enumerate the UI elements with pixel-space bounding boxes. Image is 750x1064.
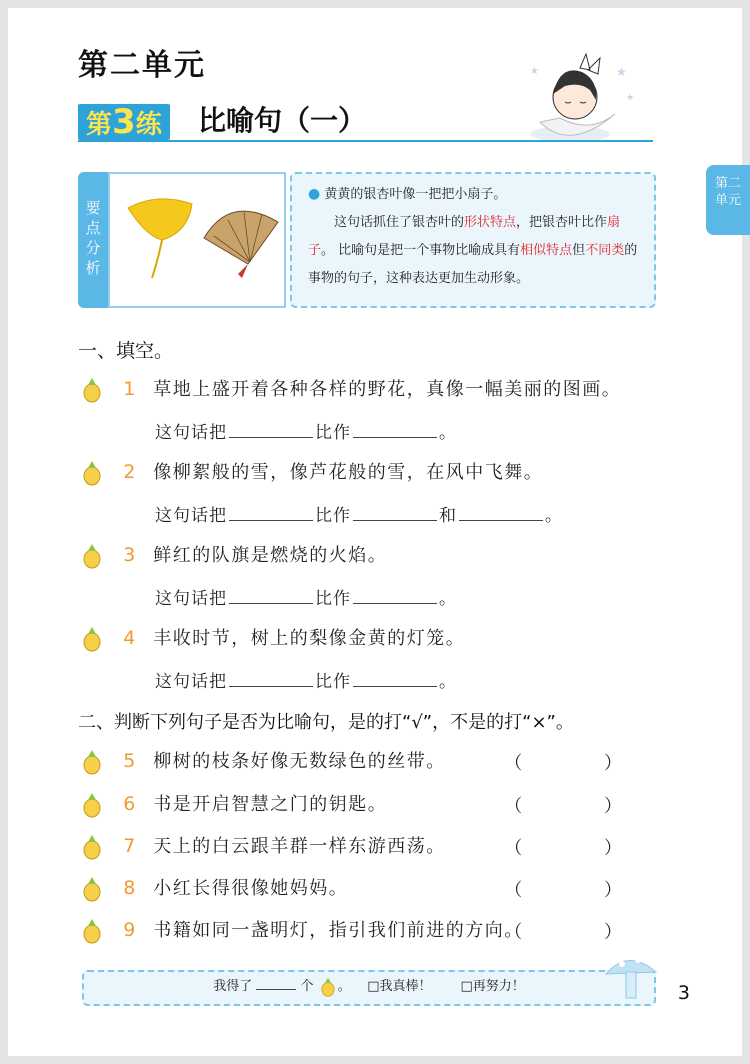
question-9: [78, 916, 524, 944]
question-text: 书是开启智慧之门的钥匙。: [153, 794, 388, 815]
answer-parentheses[interactable]: （ ）: [504, 922, 660, 943]
analysis-illustrations: [110, 174, 284, 306]
question-7: [78, 832, 446, 860]
lesson-badge: [78, 104, 170, 140]
fill-prefix: 这句话把: [155, 589, 227, 609]
answer-blank[interactable]: [459, 502, 543, 521]
pineapple-icon: [78, 834, 106, 860]
question-text: 书籍如同一盏明灯，指引我们前进的方向。: [153, 920, 524, 941]
section2-title: 二、判断下列句子是否为比喻句，是的打“√”，不是的打“×”。: [78, 712, 574, 733]
moon-girl-icon: [520, 52, 650, 144]
score-count-blank[interactable]: [256, 975, 296, 990]
question-text: 像柳絮般的雪，像芦花般的雪，在风中飞舞。: [153, 462, 544, 483]
page-number: 3: [677, 982, 690, 1004]
score-unit: 个: [300, 979, 314, 994]
answer-blank[interactable]: [353, 668, 437, 687]
section1-title: 一、填空。: [78, 340, 174, 362]
answer-blank[interactable]: [353, 585, 437, 604]
lesson-title: 比喻句（一）: [198, 104, 367, 137]
question-number: 9: [123, 919, 137, 941]
question-text: 小红长得很像她妈妈。: [153, 878, 349, 899]
side-unit-tab: [706, 165, 750, 235]
analysis-text-4: 但: [572, 243, 586, 258]
question-text: 柳树的枝条好像无数绿色的丝带。: [153, 751, 446, 772]
fill-mid: 比作: [315, 506, 351, 526]
folding-fan-icon: [204, 211, 278, 278]
question-text: 鲜红的队旗是燃烧的火焰。: [153, 545, 388, 566]
lesson-badge-prefix: 第: [86, 110, 113, 140]
analysis-text-1: 这句话抓住了银杏叶的: [334, 215, 465, 230]
pineapple-icon: [78, 377, 106, 403]
checkbox-try-harder[interactable]: □再努力！: [460, 979, 525, 994]
question-number: 4: [123, 627, 137, 649]
analysis-text-5: 的事物的句子，这种表达更加生动形象。: [308, 243, 638, 286]
analysis-red-1: 形状特点: [464, 215, 517, 230]
pineapple-icon: [318, 977, 338, 997]
answer-blank[interactable]: [229, 668, 313, 687]
fill-mid: 比作: [315, 423, 351, 443]
question-text: 天上的白云跟羊群一样东游西荡。: [153, 836, 446, 857]
answer-blank[interactable]: [229, 585, 313, 604]
unit-title: 第二单元: [78, 48, 206, 83]
question-5: [78, 747, 446, 775]
fill-end: 。: [439, 423, 457, 443]
analysis-sentence: [308, 180, 644, 209]
fill-end: 。: [439, 672, 457, 692]
analysis-text-2: ，把银杏叶比作: [516, 215, 608, 230]
score-got-label: 我得了: [213, 979, 253, 994]
pineapple-icon: [78, 749, 106, 775]
analysis-label: 要点分析: [78, 172, 108, 308]
question-text: 丰收时节，树上的梨像金黄的灯笼。: [153, 628, 466, 649]
fill-mid: 比作: [315, 589, 351, 609]
question-number: 6: [123, 793, 137, 815]
fill-prefix: 这句话把: [155, 672, 227, 692]
pineapple-icon: [78, 792, 106, 818]
question-8: [78, 874, 348, 902]
analysis-image-box: [108, 172, 286, 308]
pineapple-icon: [78, 918, 106, 944]
checkbox-great[interactable]: □我真棒！: [367, 979, 432, 994]
analysis-example-sentence: 黄黄的银杏叶像一把把小扇子。: [324, 187, 507, 202]
answer-parentheses[interactable]: （ ）: [504, 880, 660, 901]
question-number: 7: [123, 835, 137, 857]
question-4: [78, 624, 465, 652]
answer-line-4: [155, 667, 457, 692]
analysis-text-3: 。 比喻句是把一个事物比喻成具有: [321, 243, 521, 258]
question-6: [78, 790, 387, 818]
answer-parentheses[interactable]: （ ）: [504, 838, 660, 859]
fill-mid: 比作: [315, 672, 351, 692]
answer-blank[interactable]: [229, 419, 313, 438]
answer-line-3: [155, 584, 457, 609]
analysis-text-box: [290, 172, 656, 308]
fill-prefix: 这句话把: [155, 423, 227, 443]
pineapple-icon: [78, 626, 106, 652]
score-period: 。: [337, 979, 351, 994]
fill-end: 。: [439, 589, 457, 609]
answer-line-1: [155, 418, 457, 443]
answer-parentheses[interactable]: （ ）: [504, 796, 660, 817]
answer-parentheses[interactable]: （ ）: [504, 753, 660, 774]
analysis-explanation: [308, 209, 644, 293]
question-number: 8: [123, 877, 137, 899]
question-1: [78, 375, 621, 403]
score-line: [82, 970, 656, 1006]
analysis-red-3: 相似特点: [520, 243, 573, 258]
location-pin-icon: ●: [308, 186, 321, 202]
analysis-red-4: 不同类: [585, 243, 625, 258]
pineapple-icon: [78, 876, 106, 902]
analysis-red-2: 扇子: [308, 215, 621, 258]
side-tab-label: 第二单元: [715, 176, 742, 208]
answer-line-2: [155, 501, 563, 526]
answer-blank[interactable]: [353, 419, 437, 438]
answer-blank[interactable]: [229, 502, 313, 521]
fill-and: 和: [439, 506, 457, 526]
question-number: 5: [123, 750, 137, 772]
question-2: [78, 458, 543, 486]
question-number: 3: [123, 544, 137, 566]
lesson-badge-number: 3: [112, 102, 136, 142]
lesson-badge-suffix: 练: [135, 110, 162, 140]
fill-end: 。: [545, 506, 563, 526]
question-3: [78, 541, 387, 569]
pineapple-icon: [78, 460, 106, 486]
mushroom-icon: [598, 948, 664, 1004]
svg-text:★: ★: [626, 93, 635, 103]
answer-blank[interactable]: [353, 502, 437, 521]
svg-text:★: ★: [530, 66, 539, 77]
question-number: 1: [123, 378, 137, 400]
svg-text:★: ★: [616, 65, 627, 79]
ginkgo-leaf-icon: [128, 199, 192, 278]
question-number: 2: [123, 461, 137, 483]
question-text: 草地上盛开着各种各样的野花，真像一幅美丽的图画。: [153, 379, 622, 400]
fill-prefix: 这句话把: [155, 506, 227, 526]
pineapple-icon: [78, 543, 106, 569]
